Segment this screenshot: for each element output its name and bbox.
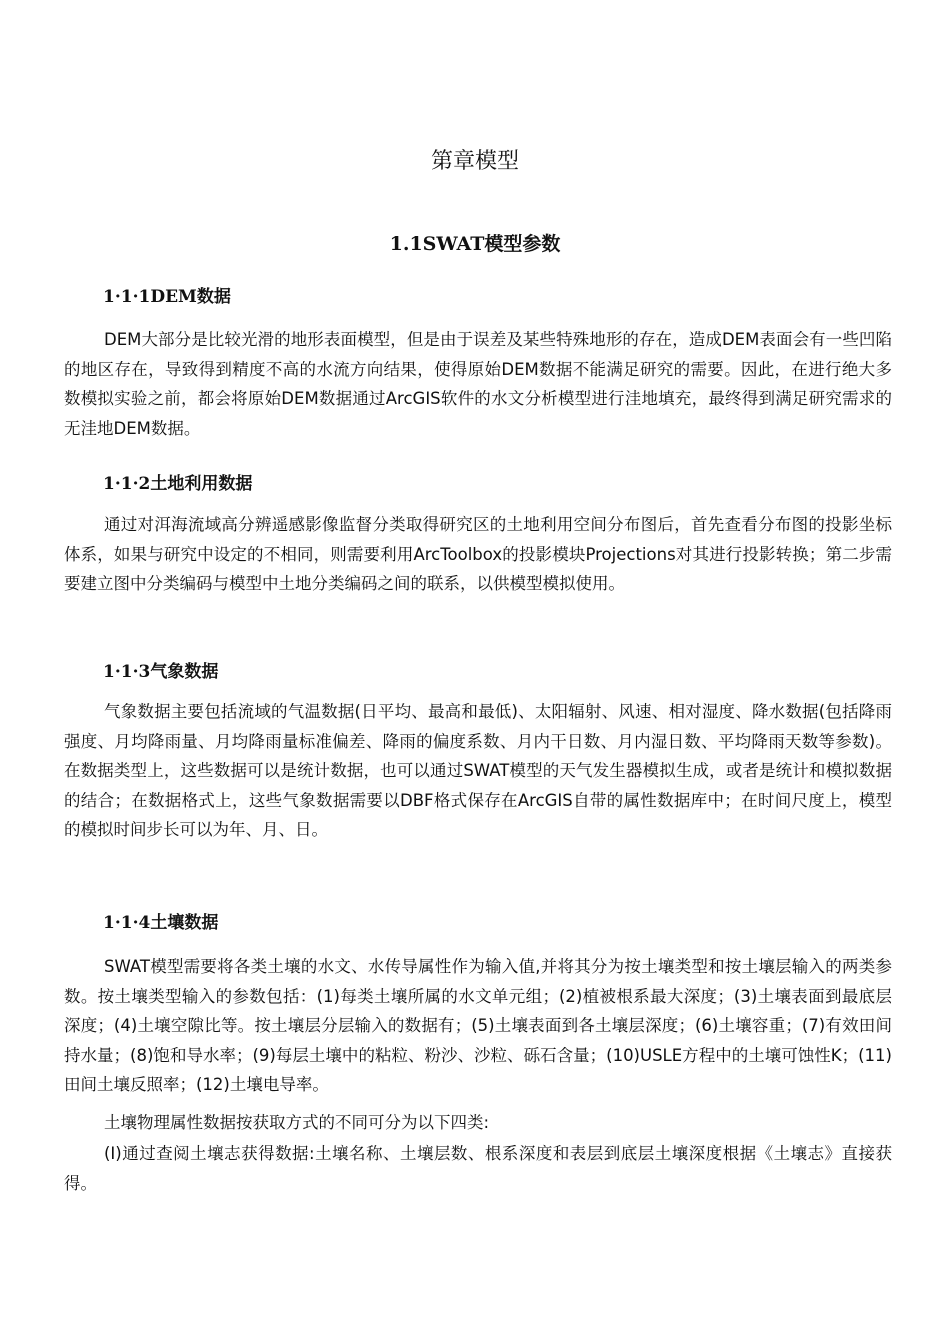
subsection-heading-meteorological: 1·1·3气象数据 xyxy=(103,662,219,682)
subsection-heading-land-use: 1·1·2土地利用数据 xyxy=(103,474,253,494)
paragraph-soil-params: SWAT模型需要将各类土壤的水文、水传导属性作为输入值,并将其分为按土壤类型和按土壤层输入的两类参数。按土壤类型输入的参数包括：(1)每类土壤所属的水文单元组；(2)植被根系最大深度；(3)土壤表面到最底层深度；(4)土壤空隙比等。按土壤层分层输入的数据有；(5)土壤表面到各土壤层深度；(6)土壤容重；(7)有效田间持水量；(8)饱和导水率；(9)每层土壤中的粘粒、粉沙、沙粒、砾石含量；(10)USLE方程中的土壤可蚀性K；(11)田间土壤反照率；(12)土壤电导率。 xyxy=(64,957,892,1094)
paragraph-soil-categories: 土壤物理属性数据按获取方式的不同可分为以下四类: xyxy=(104,1113,490,1132)
paragraph-soil-category-1: (I)通过查阅土壤志获得数据:土壤名称、土壤层数、根系深度和表层到底层土壤深度根据《土壤志》直接获得。 xyxy=(64,1144,892,1193)
subsection-heading-soil: 1·1·4土壤数据 xyxy=(103,913,219,933)
chapter-title: 第章模型 xyxy=(430,149,519,174)
section-title: 1.1SWAT模型参数 xyxy=(389,233,561,255)
paragraph-dem: DEM大部分是比较光滑的地形表面模型，但是由于误差及某些特殊地形的存在，造成DEM表面会有一些凹陷的地区存在，导致得到精度不高的水流方向结果，使得原始DEM数据不能满足研究的需要。因此，在进行绝大多数模拟实验之前，都会将原始DEM数据通过ArcGIS软件的水文分析模型进行洼地填充，最终得到满足研究需求的无洼地DEM数据。 xyxy=(64,330,892,438)
subsection-heading-dem: 1·1·1DEM数据 xyxy=(103,287,231,307)
paragraph-land-use: 通过对洱海流域高分辨遥感影像监督分类取得研究区的土地利用空间分布图后，首先查看分布图的投影坐标体系，如果与研究中设定的不相同，则需要利用ArcToolbox的投影模块Projections对其进行投影转换；第二步需要建立图中分类编码与模型中土地分类编码之间的联系，以供模型模拟使用。 xyxy=(64,515,892,593)
paragraph-meteorological: 气象数据主要包括流域的气温数据(日平均、最高和最低)、太阳辐射、风速、相对湿度、降水数据(包括降雨强度、月均降雨量、月均降雨量标准偏差、降雨的偏度系数、月内干日数、月内湿日数、平均降雨天数等参数)。在数据类型上，这些数据可以是统计数据，也可以通过SWAT模型的天气发生器模拟生成，或者是统计和模拟数据的结合；在数据格式上，这些气象数据需要以DBF格式保存在ArcGIS自带的属性数据库中；在时间尺度上，模型的模拟时间步长可以为年、月、日。 xyxy=(64,702,892,839)
